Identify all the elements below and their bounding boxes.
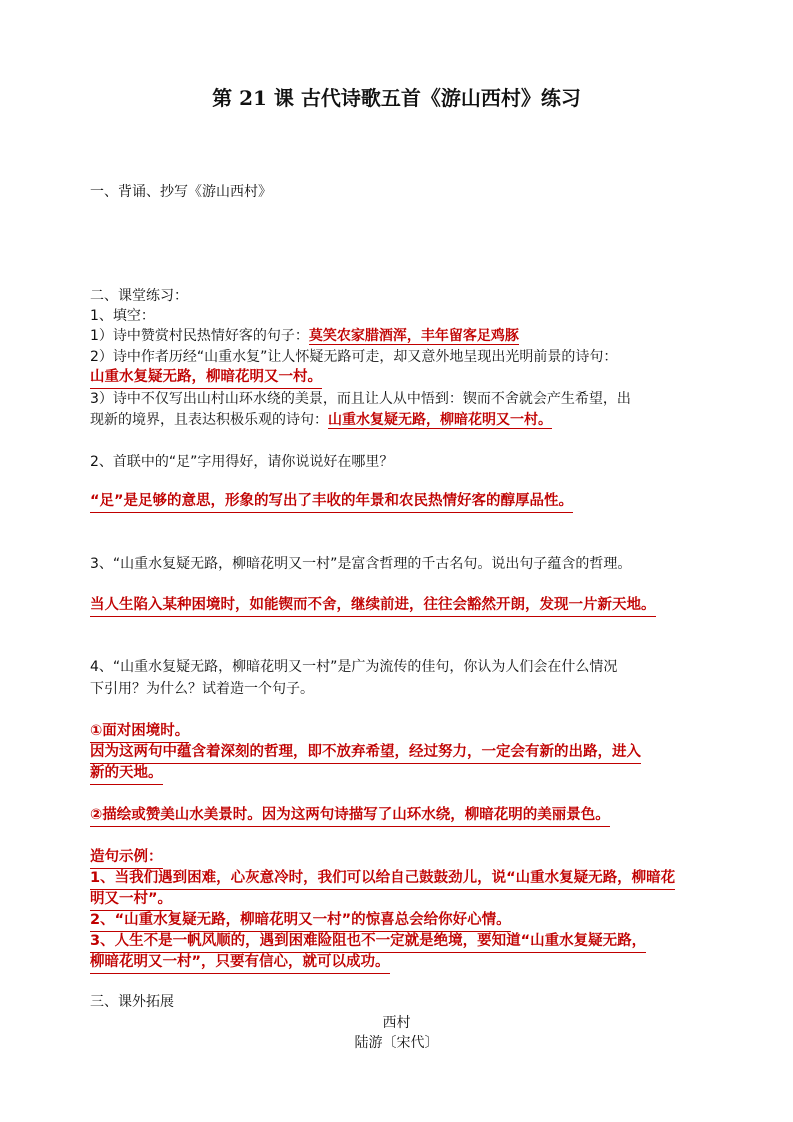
q1-part1 <box>90 326 519 346</box>
section-2-heading: 二、课堂练习： <box>90 288 188 304</box>
example-1-line1: 1、当我们遇到困难，心灰意冷时，我们可以给自己鼓鼓劲儿，说“山重水复疑无路，柳暗花 <box>90 867 675 890</box>
q1-part3-answer: 山重水复疑无路，柳暗花明又一村。 <box>328 412 552 428</box>
q1-part3-label: 现新的境界，且表达积极乐观的诗句： <box>90 412 328 428</box>
q3-answer: 当人生陷入某种困境时，如能锲而不舍，继续前进，往往会豁然开朗，发现一片新天地。 <box>90 594 656 617</box>
poem-author: 陆游〔宋代〕 <box>354 1035 439 1051</box>
q4-answer-3: ②描绘或赞美山水美景时。因为这两句诗描写了山环水绕，柳暗花明的美丽景色。 <box>90 804 610 827</box>
page-title: 第 21 课 古代诗歌五首《游山西村》练习 <box>212 86 581 110</box>
q4-question-line2: 下引用？为什么？试着造一个句子。 <box>90 681 314 697</box>
q1-heading: 1、填空： <box>90 308 155 324</box>
q1-part3-line2 <box>90 410 552 430</box>
q1-part2-label: 2）诗中作者历经“山重水复”让人怀疑无路可走，却又意外地呈现出光明前景的诗句： <box>90 349 618 365</box>
q4-answer-2-line1: 因为这两句中蕴含着深刻的哲理，即不放弃希望，经过努力，一定会有新的出路，进入 <box>90 741 641 764</box>
section-3-heading: 三、课外拓展 <box>90 994 174 1010</box>
q1-part1-label: 1）诗中赞赏村民热情好客的句子： <box>90 328 309 344</box>
example-1-line2: 明又一村”。 <box>90 888 172 911</box>
q1-part1-answer: 莫笑农家腊酒浑，丰年留客足鸡豚 <box>308 328 519 344</box>
q3-question: 3、“山重水复疑无路，柳暗花明又一村”是富含哲理的千古名句。说出句子蕴含的哲理。 <box>90 556 632 572</box>
poem-title: 西村 <box>382 1015 411 1031</box>
q4-answer-2-line2: 新的天地。 <box>90 762 163 785</box>
q2-answer: “足”是足够的意思，形象的写出了丰收的年景和农民热情好客的醇厚品性。 <box>90 490 573 513</box>
q4-question-line1: 4、“山重水复疑无路，柳暗花明又一村”是广为流传的佳句，你认为人们会在什么情况 <box>90 659 618 675</box>
q2-question: 2、首联中的“足”字用得好，请你说说好在哪里？ <box>90 454 394 470</box>
q1-part3-line1: 3）诗中不仅写出山村山环水绕的美景，而且让人从中悟到：锲而不舍就会产生希望，出 <box>90 391 631 407</box>
example-3-line1: 3、人生不是一帆风顺的，遇到困难险阻也不一定就是绝境，要知道“山重水复疑无路， <box>90 930 646 953</box>
example-heading: 造句示例： <box>90 846 163 869</box>
example-3-line2: 柳暗花明又一村”，只要有信心，就可以成功。 <box>90 951 390 974</box>
q1-part2-answer: 山重水复疑无路，柳暗花明又一村。 <box>90 366 322 389</box>
section-1-heading: 一、背诵、抄写《游山西村》 <box>90 184 272 200</box>
example-2: 2、“山重水复疑无路，柳暗花明又一村”的惊喜总会给你好心情。 <box>90 909 511 932</box>
q4-answer-1: ①面对困境时。 <box>90 720 189 743</box>
